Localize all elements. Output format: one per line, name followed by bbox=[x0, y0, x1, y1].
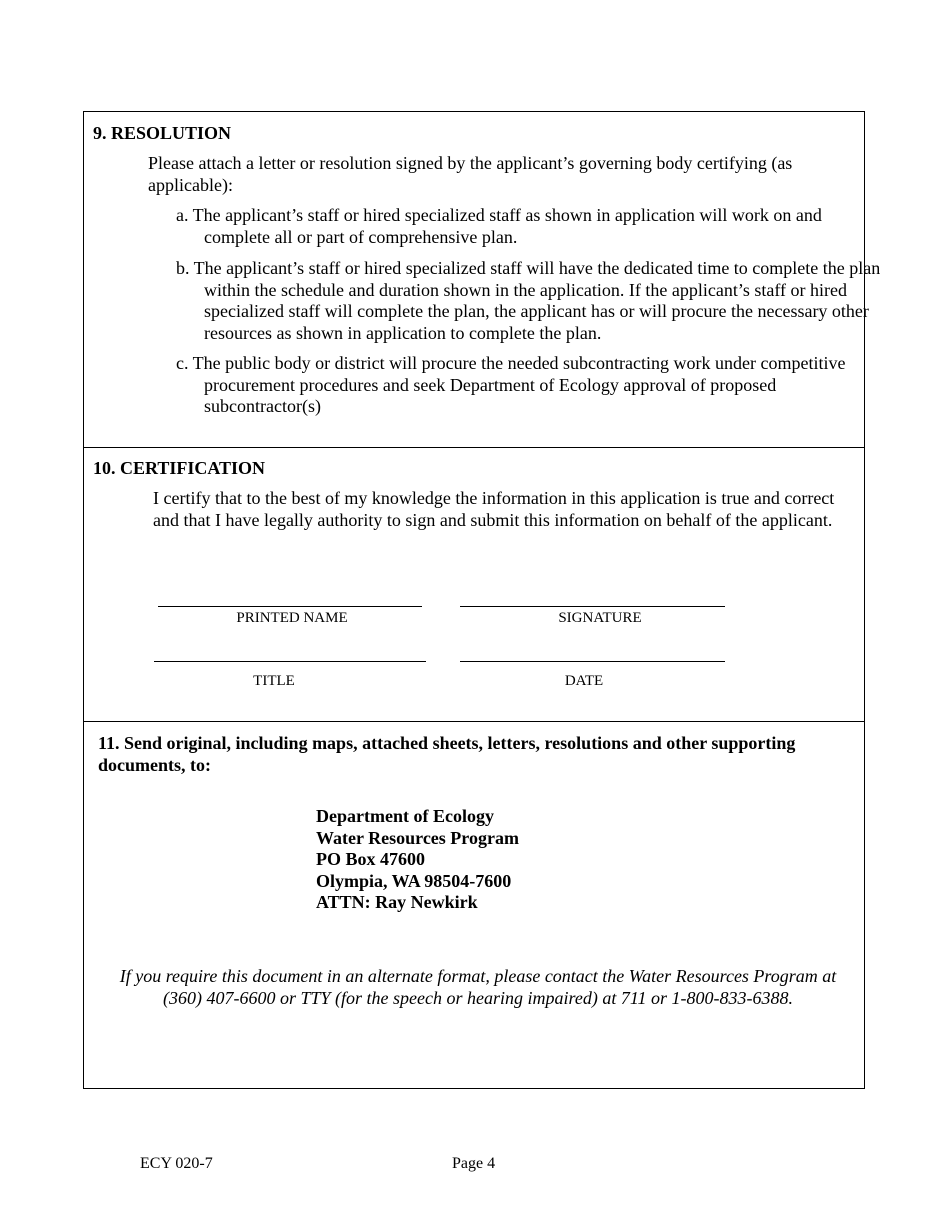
section9-intro: Please attach a letter or resolution signed by the applicant’s governing body certifying (as applicable): bbox=[148, 153, 793, 195]
title-line[interactable] bbox=[154, 661, 426, 662]
date-line[interactable] bbox=[460, 661, 725, 662]
section9-heading: 9. RESOLUTION bbox=[93, 123, 232, 143]
section9-item-b: b. The applicant’s staff or hired specialized staff will have the dedicated time to complete the plan within the schedule and duration shown in the application. If the applicant’s staff or hired specialized staff will complete the plan, the applicant has or will procure the necessary other resources as shown in application to complete the plan. bbox=[176, 258, 881, 343]
page-number: Page 4 bbox=[452, 1155, 496, 1172]
certification-statement: I certify that to the best of my knowledge the information in this application is true and correct and that I have legally authority to sign and submit this information on behalf of the applicant. bbox=[153, 488, 835, 530]
title-label: TITLE bbox=[253, 673, 295, 689]
signature-line[interactable] bbox=[460, 606, 725, 607]
section10-heading: 10. CERTIFICATION bbox=[93, 458, 266, 478]
section9-item-a: a. The applicant’s staff or hired specialized staff as shown in application will work on and complete all or part of comprehensive plan. bbox=[176, 205, 822, 247]
address-line: Department of Ecology bbox=[316, 806, 494, 826]
alternate-format-notice: If you require this document in an alternate format, please contact the Water Resources Program at (360) 407-6600 or TTY (for the speech or hearing impaired) at 711 or 1-800-833-6388. bbox=[119, 966, 837, 1008]
address-line: ATTN: Ray Newkirk bbox=[316, 892, 478, 912]
signature-label: SIGNATURE bbox=[558, 610, 642, 626]
section9-item-c: c. The public body or district will procure the needed subcontracting work under competitive procurement procedures and seek Department of Ecology approval of proposed subcontractor(s) bbox=[176, 353, 846, 416]
printed-name-label: PRINTED NAME bbox=[236, 610, 348, 626]
date-label: DATE bbox=[564, 673, 604, 689]
printed-name-line[interactable] bbox=[158, 606, 422, 607]
section11-heading: 11. Send original, including maps, attached sheets, letters, resolutions and other supporting documents, to: bbox=[98, 733, 796, 775]
address-line: PO Box 47600 bbox=[316, 849, 426, 869]
section-divider bbox=[84, 721, 864, 722]
form-id: ECY 020-7 bbox=[140, 1155, 213, 1172]
address-line: Water Resources Program bbox=[316, 827, 519, 848]
address-line: Olympia, WA 98504-7600 bbox=[316, 870, 512, 891]
mailing-address bbox=[316, 806, 519, 914]
section-divider bbox=[84, 447, 864, 448]
form-frame bbox=[83, 111, 881, 1089]
